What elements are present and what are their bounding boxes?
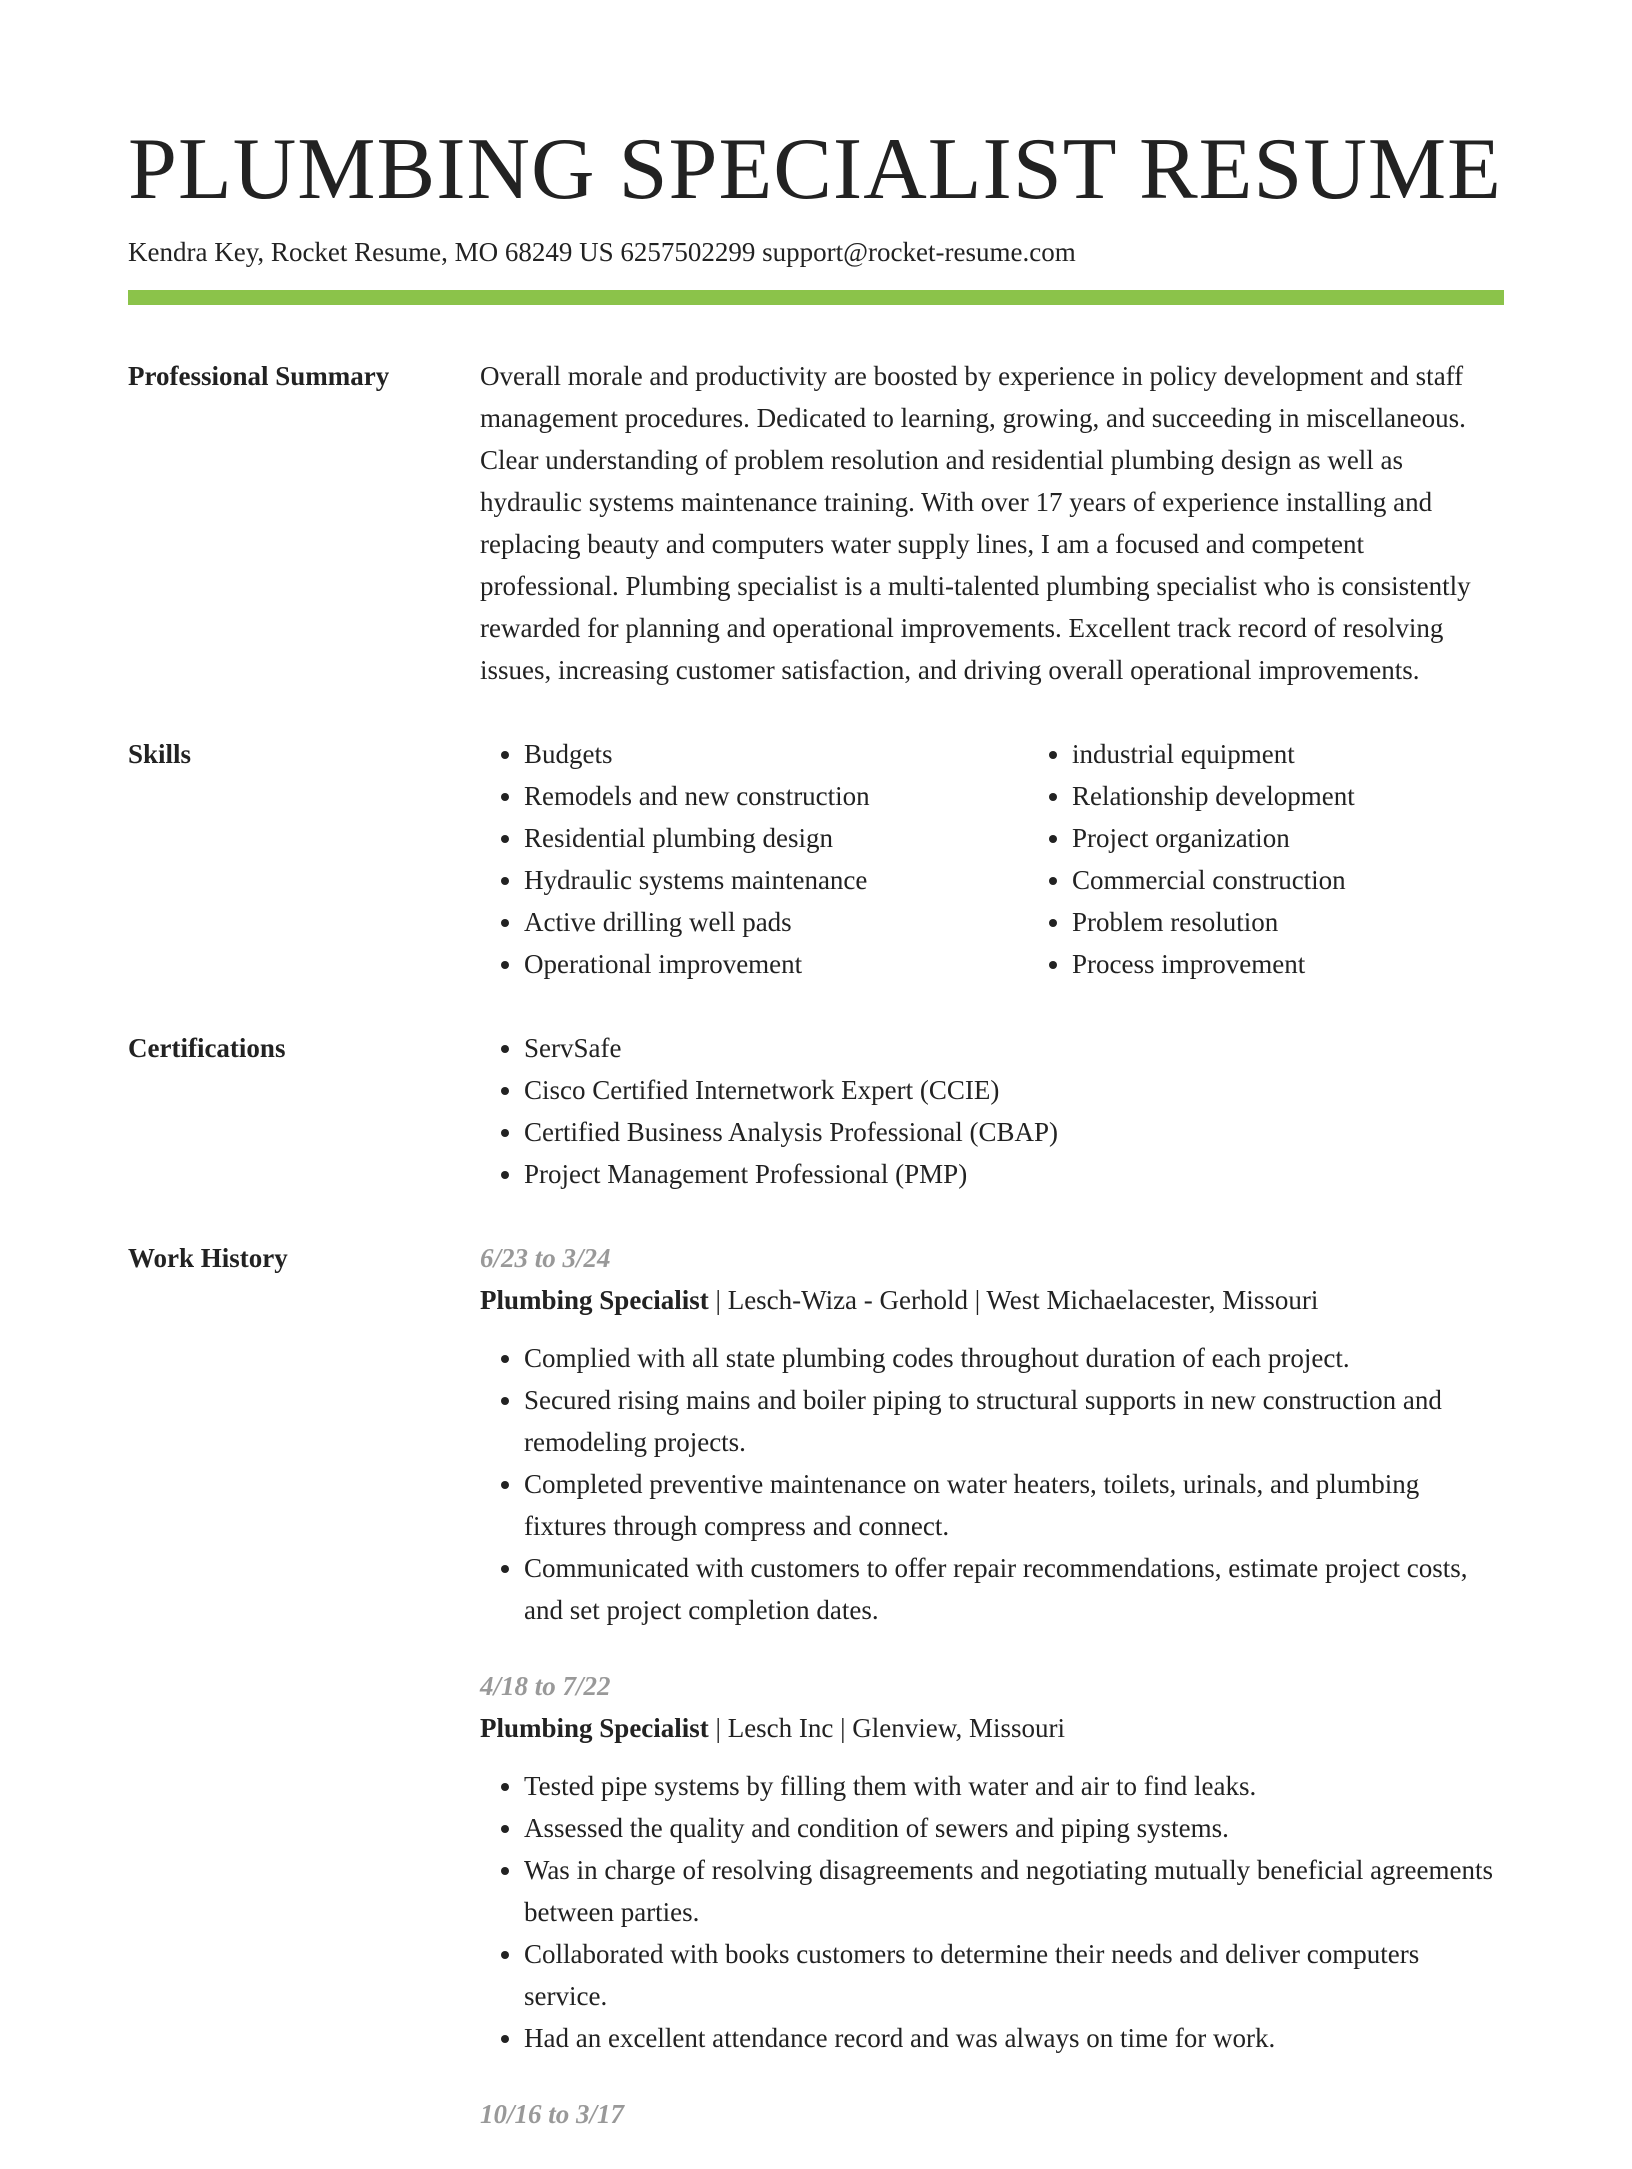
accent-divider [128, 290, 1504, 305]
job-bullet: • Had an excellent attendance record and was always on time for work. [524, 2017, 1504, 2059]
job-bullet: • Communicated with customers to offer repair recommendations, estimate project costs, and set project completion dates. [524, 1547, 1504, 1631]
job-date: 4/18 to 7/22 [480, 1671, 611, 1701]
section-label: Skills [128, 739, 192, 769]
job-bullet: • Assessed the quality and condition of sewers and piping systems. [524, 1807, 1504, 1849]
skill-item: • Commercial construction [1072, 859, 1576, 901]
summary-section [128, 355, 1504, 691]
skill-item: • Hydraulic systems maintenance [524, 859, 1028, 901]
certification-item: • Certified Business Analysis Professional (CBAP) [524, 1111, 1504, 1153]
job-entry [480, 2093, 1504, 2135]
work-history-section [128, 1237, 1504, 2169]
skill-item: • Budgets [524, 733, 1028, 775]
skills-list-left [480, 733, 1028, 985]
job-bullet: • Tested pipe systems by filling them with water and air to find leaks. [524, 1765, 1504, 1807]
section-label: Work History [128, 1243, 288, 1273]
job-bullet: • Completed preventive maintenance on water heaters, toilets, urinals, and plumbing fixtures through compress and connect. [524, 1463, 1504, 1547]
job-title: Plumbing Specialist [480, 1285, 709, 1315]
certification-item: • Cisco Certified Internetwork Expert (CCIE) [524, 1069, 1504, 1111]
job-bullets [480, 1765, 1504, 2059]
skills-list-right [1028, 733, 1576, 985]
skill-item: • Problem resolution [1072, 901, 1576, 943]
certification-item: • Project Management Professional (PMP) [524, 1153, 1504, 1195]
job-bullet: • Complied with all state plumbing codes throughout duration of each project. [524, 1337, 1504, 1379]
job-details: | Lesch-Wiza - Gerhold | West Michaelacester, Missouri [708, 1285, 1319, 1315]
skill-item: • Operational improvement [524, 943, 1028, 985]
skill-item: • Remodels and new construction [524, 775, 1028, 817]
job-header [480, 1707, 1504, 1749]
skill-item: • Project organization [1072, 817, 1576, 859]
job-details: | Lesch Inc | Glenview, Missouri [708, 1713, 1066, 1743]
contact-line: Kendra Key, Rocket Resume, MO 68249 US 6257502299 support@rocket-resume.com [128, 237, 1076, 267]
certification-item: • ServSafe [524, 1027, 1504, 1069]
job-entry [480, 1237, 1504, 1631]
section-label: Certifications [128, 1033, 286, 1063]
section-label: Professional Summary [128, 361, 390, 391]
job-title: Plumbing Specialist [480, 1713, 709, 1743]
job-bullet: • Was in charge of resolving disagreements and negotiating mutually beneficial agreements between parties. [524, 1849, 1504, 1933]
job-bullet: • Secured rising mains and boiler piping to structural supports in new construction and remodeling projects. [524, 1379, 1504, 1463]
job-date: 6/23 to 3/24 [480, 1243, 611, 1273]
job-entry [480, 1665, 1504, 2059]
job-bullets [480, 1337, 1504, 1631]
resume-page [128, 110, 1504, 2169]
certifications-list [480, 1027, 1504, 1195]
skill-item: • Active drilling well pads [524, 901, 1028, 943]
skill-item: • Process improvement [1072, 943, 1576, 985]
resume-title: PLUMBING SPECIALIST RESUME [128, 121, 1502, 218]
skill-item: • Residential plumbing design [524, 817, 1028, 859]
summary-text: Overall morale and productivity are boosted by experience in policy development and staff management procedures. Dedicated to learning, growing, and succeeding in miscellaneous. Clear understanding of problem resolution and residential plumbing design as well as hydraulic systems maintenance training. With over 17 years of experience installing and replacing beauty and computers water supply lines, I am a focused and competent professional. Plumbing specialist is a multi-talented plumbing specialist who is consistently rewarded for planning and operational improvements. Excellent track record of resolving issues, increasing customer satisfaction, and driving overall operational improvements. [480, 361, 1471, 685]
skill-item: • industrial equipment [1072, 733, 1576, 775]
certifications-section [128, 1027, 1504, 1195]
job-bullet: • Collaborated with books customers to determine their needs and deliver computers service. [524, 1933, 1504, 2017]
job-date: 10/16 to 3/17 [480, 2099, 625, 2129]
skills-section [128, 733, 1504, 985]
skill-item: • Relationship development [1072, 775, 1576, 817]
job-header [480, 1279, 1504, 1321]
